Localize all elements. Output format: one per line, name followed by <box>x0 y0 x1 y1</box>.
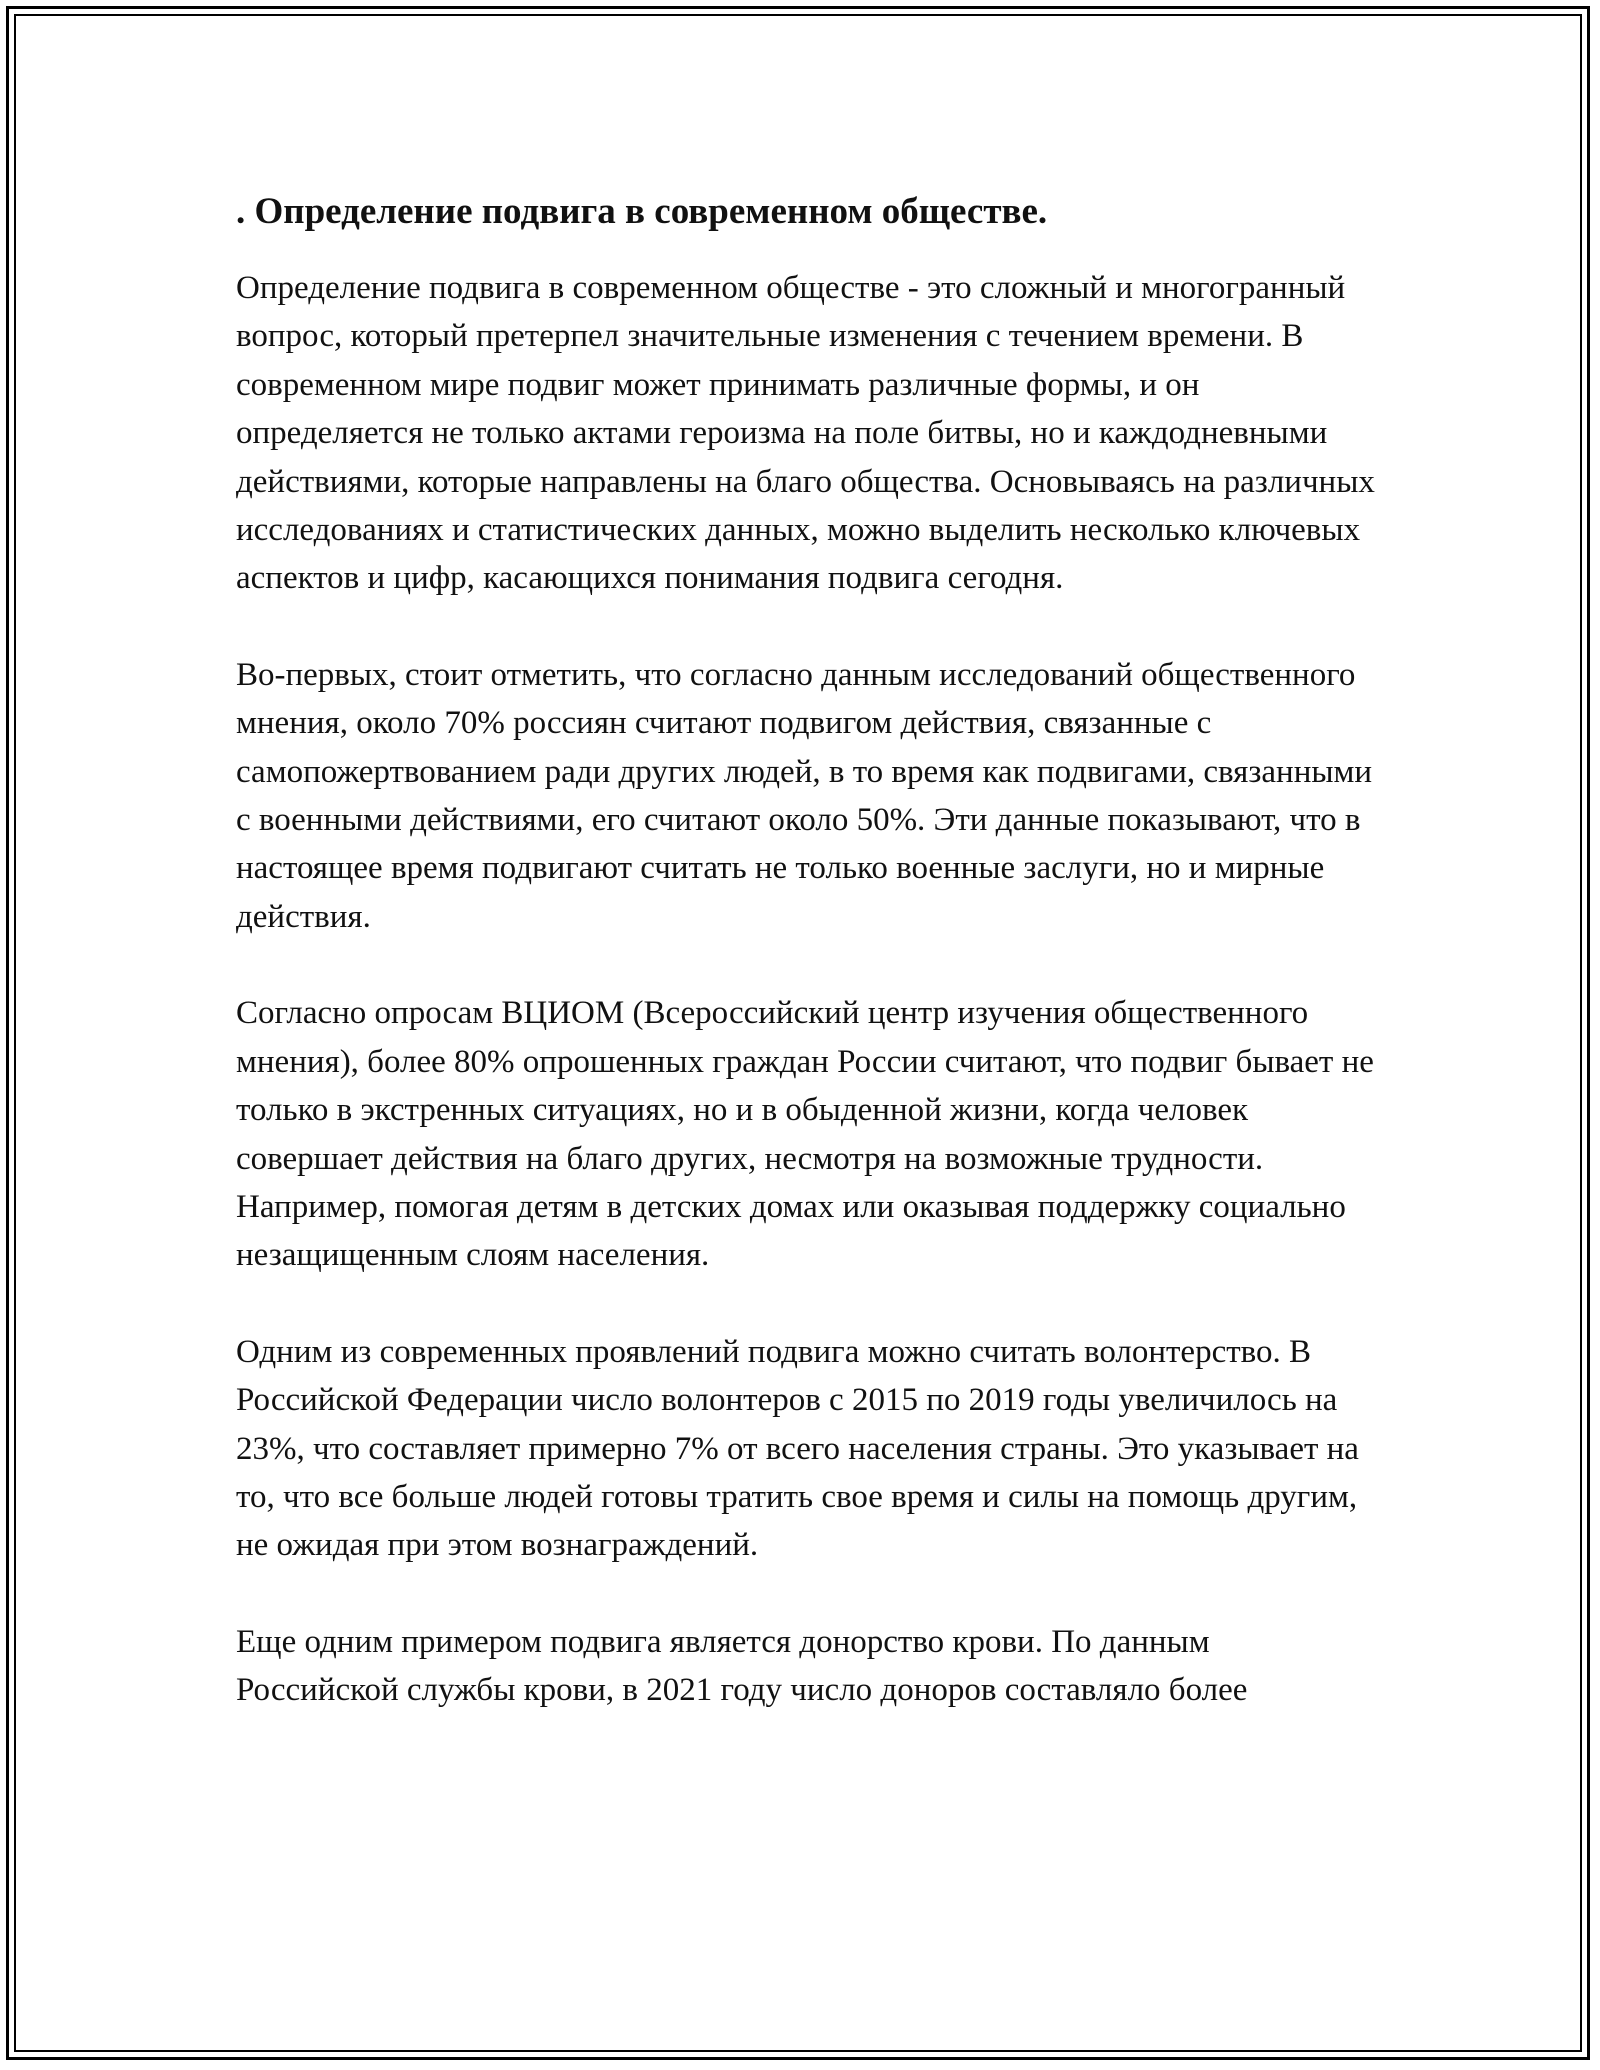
document-body <box>236 186 1376 1763</box>
paragraph-4: Одним из современных проявлений подвига можно считать волонтерство. В Российской Федерации число волонтеров с 2015 по 2019 годы увеличилось на 23%, что составляет примерно 7% от всего населения страны. Это указывает на то, что все больше людей готовы тратить свое время и силы на помощь другим, не ожидая при этом вознаграждений. <box>236 1333 1359 1564</box>
paragraph-1: Определение подвига в современном обществе - это сложный и многогранный вопрос, который претерпел значительные изменения с течением времени. В современном мире подвиг может принимать различные формы, и он определяется не только актами героизма на поле битвы, но и каждодневными действиями, которые направлены на благо общества. Основываясь на различных исследованиях и статистических данных, можно выделить несколько ключевых аспектов и цифр, касающихся понимания подвига сегодня. <box>236 270 1375 597</box>
paragraph-5: Еще одним примером подвига является донорство крови. По данным Российской службы крови, в 2021 году число доноров составляло более <box>236 1623 1248 1709</box>
paragraph-2: Во-первых, стоит отметить, что согласно данным исследований общественного мнения, около 70% россиян считают подвигом действия, связанные с самопожертвованием ради других людей, в то время как подвигами, связанными с военными действиями, его считают около 50%. Эти данные показывают, что в настоящее время подвигают считать не только военные заслуги, но и мирные действия. <box>236 656 1373 935</box>
section-heading: . Определение подвига в современном обществе. <box>236 191 1048 232</box>
paragraph-3: Согласно опросам ВЦИОМ (Всероссийский центр изучения общественного мнения), более 80% опрошенных граждан России считают, что подвиг бывает не только в экстренных ситуациях, но и в обыденной жизни, когда человек совершает действия на благо других, несмотря на возможные трудности. Например, помогая детям в детских домах или оказывая поддержку социально незащищенным слоям населения. <box>236 995 1374 1274</box>
